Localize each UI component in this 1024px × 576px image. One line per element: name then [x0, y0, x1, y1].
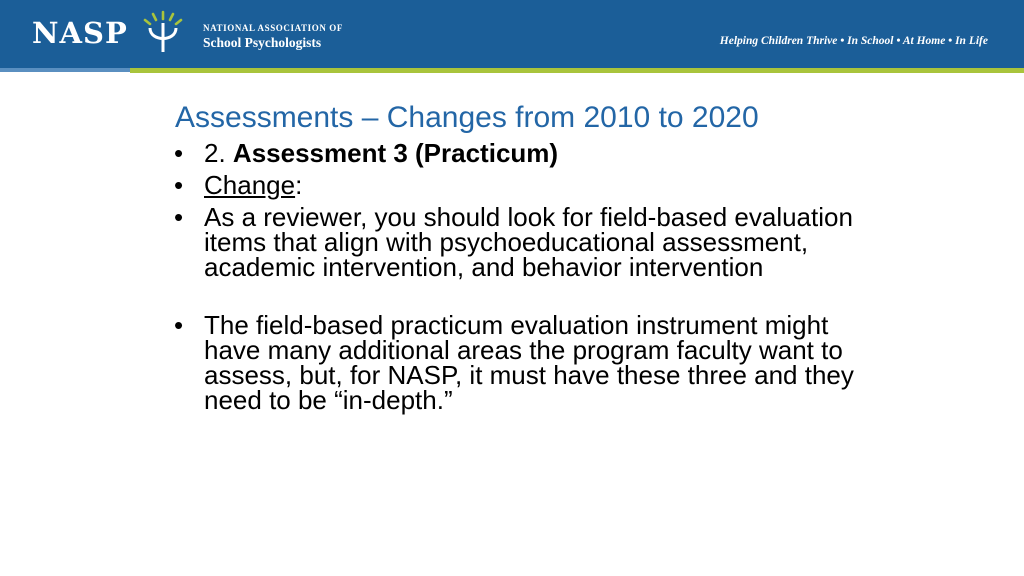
- psi-logo-icon: [138, 10, 188, 56]
- slide-title: Assessments – Changes from 2010 to 2020: [175, 101, 759, 134]
- header-stripe-green: [130, 68, 1024, 73]
- bullet-prefix: 2.: [204, 138, 233, 168]
- nasp-logo-text: NASP: [32, 16, 128, 50]
- org-name-line1: NATIONAL ASSOCIATION OF: [203, 23, 343, 33]
- bullet-item-change: [174, 170, 864, 200]
- bullet-item-reviewer: • As a reviewer, you should look for field-based evaluation items that align with psychoeducational assessment, academic intervention, and behavior intervention: [174, 205, 864, 280]
- header-tagline: Helping Children Thrive • In School • At Home • In Life: [719, 35, 988, 47]
- bullet-bold-text: Assessment 3 (Practicum): [232, 138, 559, 168]
- bullet-underlined-text: Change: [204, 170, 296, 200]
- bullet-suffix: :: [295, 170, 303, 200]
- bullet-item-instrument: • The field-based practicum evaluation instrument might have many additional areas the program faculty want to assess, but, for NASP, it must have these three and they need to be “in-depth.”: [174, 313, 864, 413]
- org-name-line2: School Psychologists: [203, 35, 322, 50]
- bullet-list: [174, 138, 864, 420]
- bullet-item-assessment: [174, 138, 864, 168]
